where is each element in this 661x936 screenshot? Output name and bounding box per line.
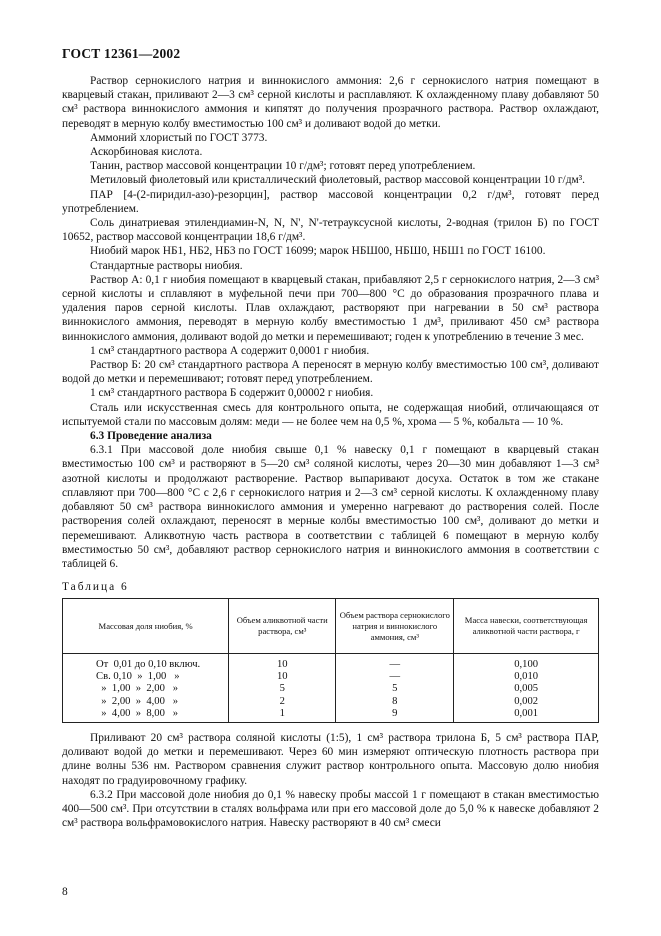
table-cell: » 2,00 » 4,00 » bbox=[63, 696, 229, 708]
paragraph: Раствор сернокислого натрия и виннокислого аммония: 2,6 г сернокислого натрия помещают в кварцевый стакан, приливают 2—3 см³ серной кислоты и расплавляют. К охлажденному плаву добавляют 50 см³ раствора виннокислого аммония и кипятят до получения прозрачного раствора. Раствор охлаждают, переводят в мерную колбу вместимостью 100 см³ и доливают водой до метки. bbox=[62, 75, 599, 130]
document-header: ГОСТ 12361—2002 bbox=[62, 46, 181, 61]
paragraph: Аскорбиновая кислота. bbox=[90, 146, 203, 159]
table-header-cell: Масса навески, соответствующая аликвотной части раствора, г bbox=[454, 599, 599, 654]
table-cell: — bbox=[336, 671, 454, 683]
table-cell: » 1,00 » 2,00 » bbox=[63, 683, 229, 695]
table-cell: 5 bbox=[336, 683, 454, 695]
table-cell: » 4,00 » 8,00 » bbox=[63, 708, 229, 723]
paragraph: Раствор Б: 20 см³ стандартного раствора А переносят в мерную колбу вместимостью 100 см³, доливают водой до метки и перемешивают; готовят перед употреблением. bbox=[62, 359, 599, 386]
paragraph: ПАР [4-(2-пиридил-азо)-резорцин], раствор массовой концентрации 0,2 г/дм³, готовят перед употреблением. bbox=[62, 188, 599, 215]
table-cell: 0,005 bbox=[454, 683, 599, 695]
paragraph: Аммоний хлористый по ГОСТ 3773. bbox=[90, 131, 268, 144]
page-number: 8 bbox=[62, 886, 68, 898]
table-cell: 0,010 bbox=[454, 671, 599, 683]
table-cell: 10 bbox=[229, 654, 336, 672]
main-text bbox=[62, 74, 599, 571]
table-row bbox=[63, 683, 599, 695]
paragraph: 6.3.2 При массовой доле ниобия до 0,1 % навеску пробы массой 1 г помещают в стакан вместимостью 400—500 см³. При отсутствии в сталях вольфрама или при его массовой доле до 5,0 % к навеске добавляют 2 см³ раствора вольфрамовокислого натрия. Навеску растворяют в 40 см³ смеси bbox=[62, 788, 599, 830]
paragraph: Сталь или искусственная смесь для контрольного опыта, не содержащая ниобий, отличающаяся от испытуемой стали по массовым долям: меди — не более чем на 0,5 %, хрома — 5 %, кобальта — 10 %. bbox=[62, 401, 599, 428]
paragraph: Раствор А: 0,1 г ниобия помещают в кварцевый стакан, прибавляют 2,5 г сернокислого натрия, 2—3 см³ серной кислоты и сплавляют в муфельной печи при 700—800 °С до образования прозрачного плава и удаления паров серной кислоты. Плав охлаждают, растворяют при нагревании в 50 см³ раствора виннокислого аммония, переводят в мерную колбу вместимостью 1 дм³, приливают 450 см³ раствора виннокислого аммония, доливают водой до метки и перемешивают; годен к употреблению в течение 3 мес. bbox=[62, 273, 599, 343]
table-cell: 2 bbox=[229, 696, 336, 708]
table-header-cell: Объем раствора сернокислого натрия и виннокислого аммония, см³ bbox=[336, 599, 454, 654]
section-heading: 6.3 Проведение анализа bbox=[90, 430, 212, 443]
table-cell: 0,100 bbox=[454, 654, 599, 672]
main-text-continued bbox=[62, 731, 599, 830]
table-header-cell: Объем аликвотной части раствора, см³ bbox=[229, 599, 336, 654]
table-row bbox=[63, 671, 599, 683]
table-cell: 9 bbox=[336, 708, 454, 723]
table-cell: 1 bbox=[229, 708, 336, 723]
paragraph: Танин, раствор массовой концентрации 10 г/дм³; готовят перед употреблением. bbox=[90, 160, 476, 173]
table-cell: — bbox=[336, 654, 454, 672]
table-row bbox=[63, 696, 599, 708]
table-cell: От 0,01 до 0,10 включ. bbox=[63, 654, 229, 672]
table-header-cell: Массовая доля ниобия, % bbox=[63, 599, 229, 654]
paragraph: Стандартные растворы ниобия. bbox=[90, 259, 243, 272]
table-row bbox=[63, 654, 599, 672]
table-row bbox=[63, 708, 599, 723]
table-6 bbox=[62, 598, 599, 723]
paragraph: Приливают 20 см³ раствора соляной кислоты (1:5), 1 см³ раствора трилона Б, 5 см³ раствора ПАР, доливают водой до метки и перемешивают. Через 60 мин измеряют оптическую плотность раствора при длине волны 536 нм. Раствором сравнения служит раствор контрольного опыта. Массовую долю ниобия находят по градуировочному графику. bbox=[62, 732, 599, 787]
paragraph: Соль динатриевая этилендиамин-N, N, N', N'-тетрауксусной кислоты, 2-водная (трилон Б) по ГОСТ 10652, раствор массовой концентрации 18,6 г/дм³. bbox=[62, 217, 599, 244]
table-cell: 5 bbox=[229, 683, 336, 695]
paragraph: 1 см³ стандартного раствора А содержит 0,0001 г ниобия. bbox=[90, 344, 370, 357]
table-header-row bbox=[63, 599, 599, 654]
paragraph: Метиловый фиолетовый или кристаллический фиолетовый, раствор массовой концентрации 10 г/дм³. bbox=[90, 174, 585, 187]
paragraph: Ниобий марок НБ1, НБ2, НБ3 по ГОСТ 16099; марок НБШ00, НБШ0, НБШ1 по ГОСТ 16100. bbox=[90, 245, 546, 258]
table-cell: Св. 0,10 » 1,00 » bbox=[63, 671, 229, 683]
table-cell: 0,001 bbox=[454, 708, 599, 723]
table-cell: 0,002 bbox=[454, 696, 599, 708]
paragraph: 6.3.1 При массовой доле ниобия свыше 0,1 % навеску 0,1 г помещают в кварцевый стакан вместимостью 100 см³ и растворяют в 5—20 см³ соляной кислоты, через 20—30 мин добавляют 1—3 см³ азотной кислоты и продолжают растворение. Раствор выпаривают досуха. Остаток в том же стакане сплавляют при 700—800 °С с 2,6 г сернокислого натрия и 2—3 см³ серной кислоты. К охлажденному плаву добавляют 50 см³ раствора виннокислого аммония и умеренно нагревают до растворения солей. После растворения солей охлаждают, переносят в мерные колбы вместимостью 100 см³, доливают до метки и перемешивают. Аликвотную часть раствора в соответствии с таблицей 6 помещают в мерную колбу вместимостью 50 см³, добавляют раствор сернокислого натрия и виннокислого аммония в соответствии с таблицей 6. bbox=[62, 444, 599, 570]
table-caption: Таблица 6 bbox=[62, 581, 129, 593]
table-cell: 10 bbox=[229, 671, 336, 683]
table-cell: 8 bbox=[336, 696, 454, 708]
paragraph: 1 см³ стандартного раствора Б содержит 0,00002 г ниобия. bbox=[90, 387, 374, 400]
